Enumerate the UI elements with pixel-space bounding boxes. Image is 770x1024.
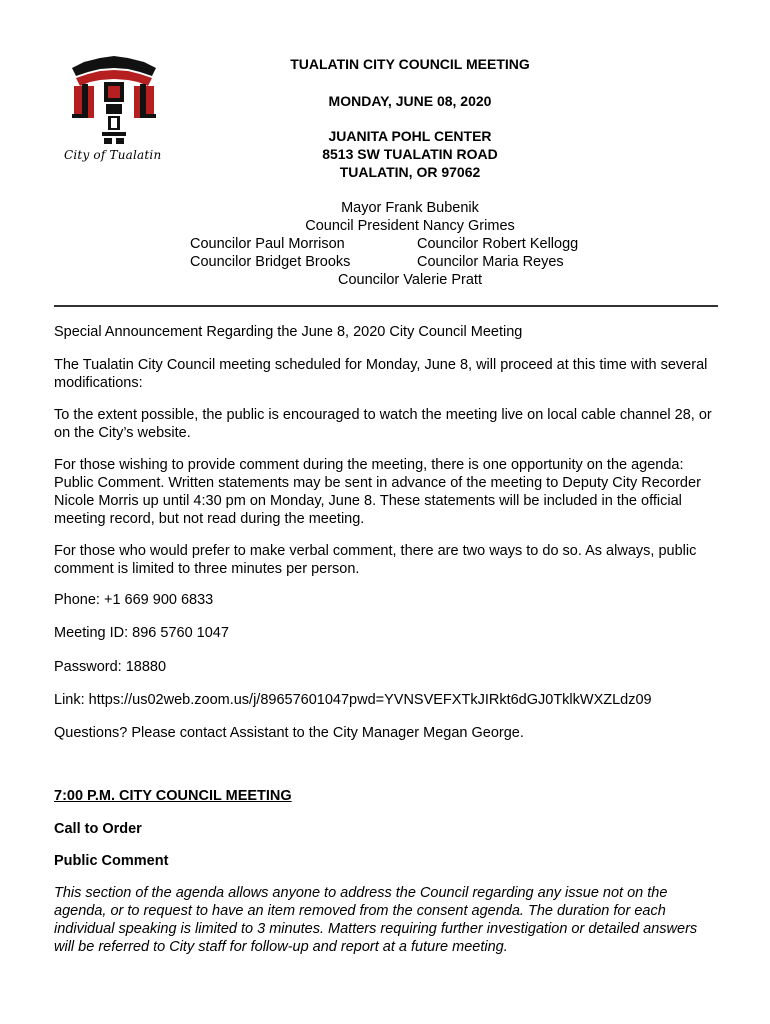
zoom-link[interactable]: Link: https://us02web.zoom.us/j/89657601047pwd=YVNSVEFXTkJIRkt6dGJ0TklkWXZLdz09 bbox=[54, 692, 652, 708]
venue-block bbox=[150, 127, 670, 181]
venue-street: 8513 SW TUALATIN ROAD bbox=[322, 146, 498, 162]
venue-city: TUALATIN, OR 97062 bbox=[339, 164, 481, 180]
public-comment-description: This section of the agenda allows anyone to address the Council regarding any issue not on the agenda, or to request to have an item removed from the consent agenda. The duration for each individual speaking is limited to 3 minutes. Matters requiring further investigation or detailed answers will be referred to City staff for follow-up and report at a future meeting. bbox=[54, 885, 698, 955]
agenda-item-call-to-order: Call to Order bbox=[54, 821, 142, 837]
logo-wordmark: City of Tualatin bbox=[64, 148, 162, 162]
announcement-paragraph: To the extent possible, the public is encouraged to watch the meeting live on local cable channel 28, or on the City’s website. bbox=[54, 407, 712, 441]
announcement-paragraph: For those wishing to provide comment during the meeting, there is one opportunity on the agenda: Public Comment. Written statements may be sent in advance of the meeting to Deputy City Recorder Nicole Morris up until 4:30 pm on Monday, June 8. These statements will be included in the official meeting record, but not read during the meeting. bbox=[54, 457, 701, 527]
councilor-row bbox=[150, 253, 670, 271]
questions-contact: Questions? Please contact Assistant to the City Manager Megan George. bbox=[54, 725, 524, 741]
mayor: Mayor Frank Bubenik bbox=[341, 200, 479, 216]
venue-name: JUANITA POHL CENTER bbox=[328, 128, 492, 144]
announcement-paragraph: The Tualatin City Council meeting scheduled for Monday, June 8, will proceed at this time with several modifications: bbox=[54, 357, 708, 391]
councilor: Councilor Valerie Pratt bbox=[338, 272, 482, 288]
meeting-title: TUALATIN CITY COUNCIL MEETING bbox=[290, 56, 530, 72]
meeting-id: Meeting ID: 896 5760 1047 bbox=[54, 625, 229, 641]
meeting-password: Password: 18880 bbox=[54, 659, 167, 675]
agenda-meeting-heading: 7:00 P.M. CITY COUNCIL MEETING bbox=[54, 788, 292, 804]
announcement-heading: Special Announcement Regarding the June 8, 2020 City Council Meeting bbox=[54, 324, 523, 340]
council-president: Council President Nancy Grimes bbox=[305, 218, 515, 234]
councilor: Councilor Maria Reyes bbox=[417, 254, 564, 270]
phone-number: Phone: +1 669 900 6833 bbox=[54, 592, 214, 608]
announcement-paragraph: For those who would prefer to make verbal comment, there are two ways to do so. As always, public comment is limited to three minutes per person. bbox=[54, 543, 697, 577]
agenda-item-public-comment: Public Comment bbox=[54, 853, 169, 869]
council-members bbox=[150, 199, 670, 289]
councilor-row bbox=[150, 235, 670, 253]
meeting-date: MONDAY, JUNE 08, 2020 bbox=[328, 93, 492, 109]
councilor: Councilor Paul Morrison bbox=[190, 236, 345, 252]
councilor: Councilor Bridget Brooks bbox=[190, 254, 351, 270]
header-divider bbox=[54, 305, 718, 307]
councilor: Councilor Robert Kellogg bbox=[417, 236, 579, 252]
